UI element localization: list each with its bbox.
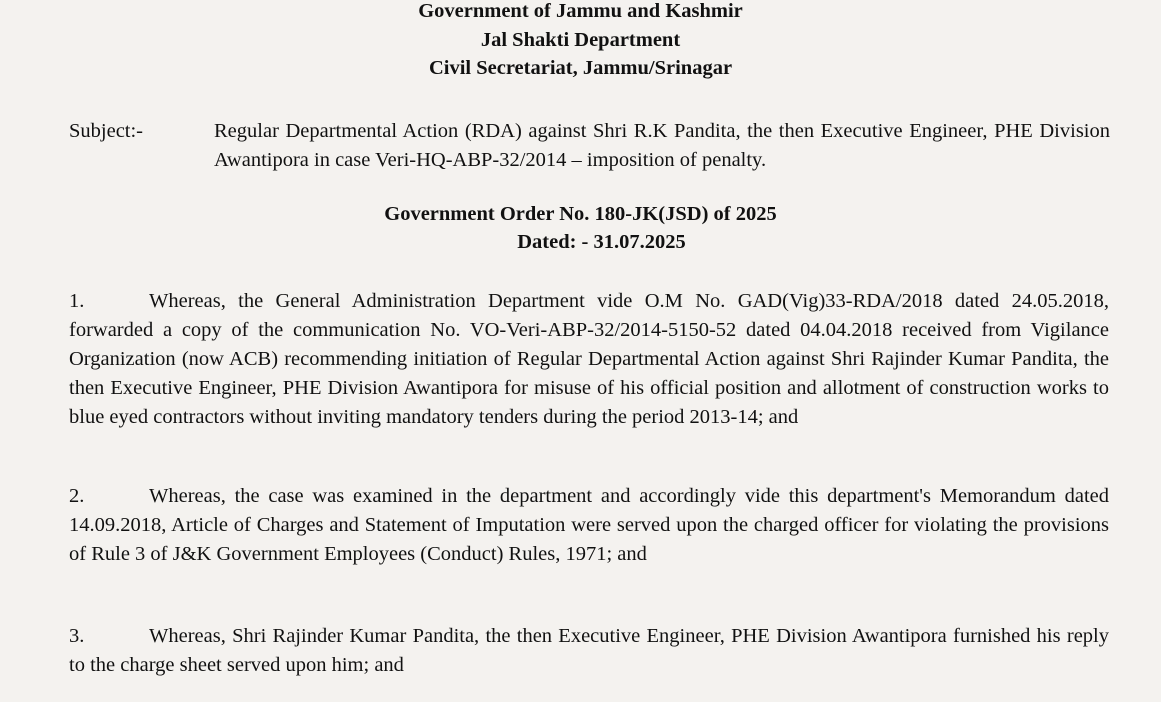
paragraph-1 (69, 287, 1109, 432)
subject-text: Regular Departmental Action (RDA) against Shri R.K Pandita, the then Executive Engineer, PHE Division Awantipora in case Veri-HQ-ABP-32/2014 – imposition of penalty. (214, 120, 1110, 171)
paragraph-text: Whereas, the case was examined in the department and accordingly vide this department's Memorandum dated 14.09.2018, Article of Charges and Statement of Imputation were served upon the charged officer for violating the provisions of Rule 3 of J&K Government Employees (Conduct) Rules, 1971; and (69, 485, 1109, 565)
paragraph-number: 2. (69, 485, 85, 507)
paragraph-text: Whereas, Shri Rajinder Kumar Pandita, the then Executive Engineer, PHE Division Awantipora furnished his reply to the charge sheet served upon him; and (69, 625, 1109, 676)
header-secretariat: Civil Secretariat, Jammu/Srinagar (428, 57, 733, 79)
header-department: Jal Shakti Department (480, 29, 681, 51)
paragraph-number: 1. (69, 290, 85, 312)
order-number: Government Order No. 180-JK(JSD) of 2025 (384, 203, 777, 225)
paragraph-text: Whereas, the General Administration Department vide O.M No. GAD(Vig)33-RDA/2018 dated 24.05.2018, forwarded a copy of the communication No. VO-Veri-ABP-32/2014-5150-52 dated 04.04.2018 received from Vigilance Organization (now ACB) recommending initiation of Regular Departmental Action against Shri Rajinder Kumar Pandita, the then Executive Engineer, PHE Division Awantipora for misuse of his official position and allotment of construction works to blue eyed contractors without inviting mandatory tenders during the period 2013-14; and (69, 290, 1109, 428)
paragraph-2 (69, 482, 1109, 569)
order-date: Dated: - 31.07.2025 (517, 231, 686, 253)
header-government: Government of Jammu and Kashmir (418, 0, 743, 22)
paragraph-3 (69, 622, 1109, 680)
paragraph-number: 3. (69, 625, 85, 647)
subject-label: Subject:- (69, 120, 144, 142)
